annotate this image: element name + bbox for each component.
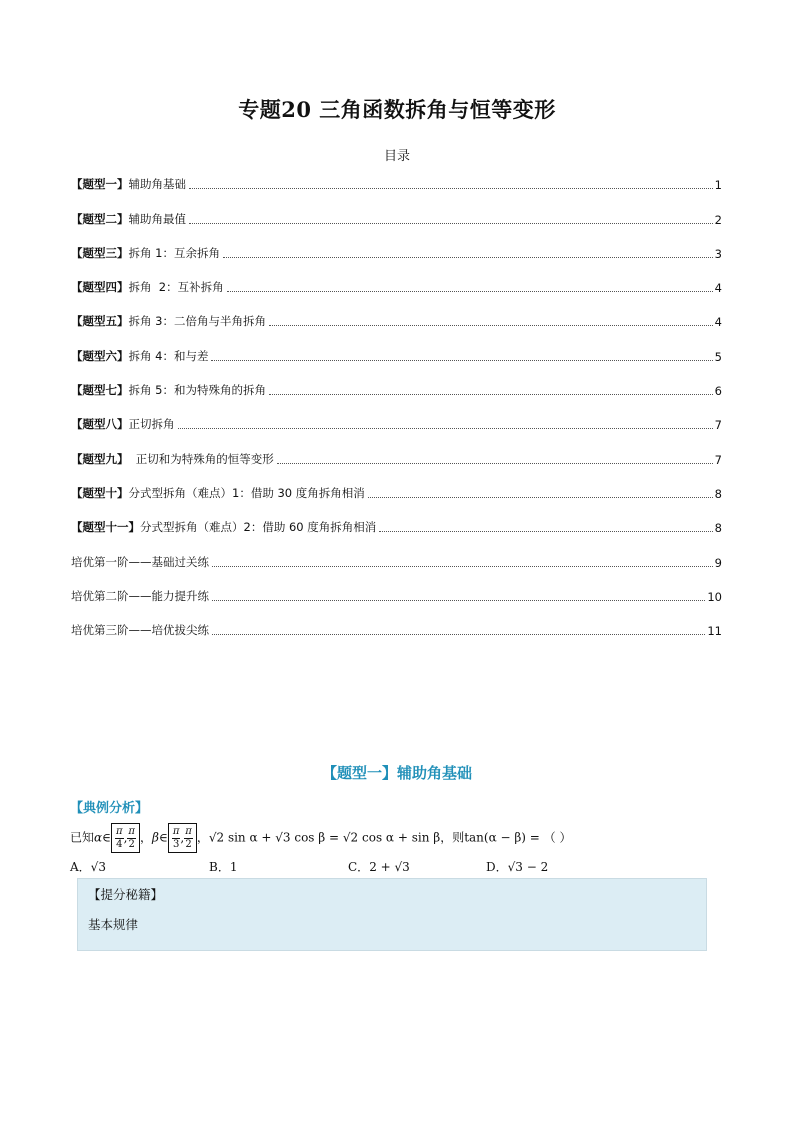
toc-leader-dots bbox=[211, 360, 712, 361]
toc-entry-text: 拆角 4：和与差 bbox=[128, 348, 209, 363]
numerator: π bbox=[128, 826, 135, 837]
toc-leader-dots bbox=[212, 600, 705, 601]
toc-entry-text: 培优第三阶——培优拔尖练 bbox=[71, 623, 209, 638]
option-value: 2 + √3 bbox=[369, 860, 410, 874]
toc-page-number: 3 bbox=[714, 246, 722, 261]
interval-alpha: $\frac{\pi}{4}$ , $\frac{\pi}{2}$ bbox=[111, 823, 140, 853]
toc-leader-dots bbox=[227, 291, 713, 292]
in-symbol: ∈ bbox=[102, 830, 112, 845]
equation: √2 sin α + √3 cos β = √2 cos α + sin β bbox=[208, 830, 441, 845]
toc-page-number: 8 bbox=[714, 521, 722, 536]
toc-entry-tag: 【题型三】 bbox=[71, 245, 129, 260]
toc-page-number: 7 bbox=[714, 452, 722, 467]
toc-entry-tag: 【题型二】 bbox=[71, 211, 129, 226]
toc-entry[interactable] bbox=[71, 227, 722, 261]
toc-entry[interactable] bbox=[71, 364, 722, 398]
alpha-symbol: α bbox=[94, 830, 103, 845]
toc-page-number: 10 bbox=[707, 589, 722, 604]
denominator: 2 bbox=[185, 839, 192, 850]
toc-entry-label bbox=[71, 279, 224, 295]
toc-leader-dots bbox=[269, 325, 713, 326]
toc-entry-label bbox=[71, 211, 186, 227]
option-a[interactable] bbox=[70, 858, 106, 875]
tip-body: 基本规律 bbox=[88, 917, 139, 932]
toc-entry-label bbox=[71, 588, 209, 604]
tip-title: 【提分秘籍】 bbox=[88, 887, 164, 902]
option-label: D． bbox=[486, 860, 508, 874]
toc-entry[interactable] bbox=[71, 467, 722, 501]
option-value: 1 bbox=[229, 860, 238, 874]
toc-entry-text: 拆角 5：和为特殊角的拆角 bbox=[128, 383, 266, 398]
toc-entry-label bbox=[71, 554, 209, 570]
toc-entry-label bbox=[71, 451, 274, 467]
toc-entry[interactable] bbox=[71, 261, 722, 295]
toc-entry-label bbox=[71, 622, 209, 638]
toc-entry-text: 辅助角基础 bbox=[128, 177, 186, 192]
fraction bbox=[127, 826, 136, 851]
numerator: π bbox=[116, 826, 123, 837]
toc-entry-label bbox=[71, 382, 266, 398]
denominator: 3 bbox=[172, 839, 180, 850]
toc-entry-text: 分式型拆角（难点）2：借助 60 度角拆角相消 bbox=[140, 520, 377, 535]
option-value: √3 − 2 bbox=[507, 860, 549, 874]
toc-entry-text: 拆角 2：互补拆角 bbox=[128, 280, 224, 295]
option-c[interactable] bbox=[348, 858, 410, 875]
toc-entry[interactable] bbox=[71, 535, 722, 569]
comma: ， bbox=[196, 830, 209, 845]
section-heading: 【题型一】辅助角基础 bbox=[321, 764, 472, 782]
toc-entry-text: 拆角 1：互余拆角 bbox=[128, 245, 220, 260]
toc-entry-label bbox=[71, 519, 376, 535]
toc-entry-text: 正切拆角 bbox=[128, 417, 175, 432]
toc-entry-label bbox=[71, 313, 266, 329]
question-ask: ，则tan(α − β) = （ ） bbox=[440, 830, 572, 845]
toc-entry-text: 培优第二阶——能力提升练 bbox=[71, 588, 209, 603]
fraction bbox=[172, 826, 181, 851]
numerator: π bbox=[172, 826, 180, 837]
toc-entry[interactable] bbox=[71, 295, 722, 329]
toc-leader-dots bbox=[223, 257, 713, 258]
toc-leader-dots bbox=[212, 634, 705, 635]
toc-entry-text: 拆角 3：二倍角与半角拆角 bbox=[128, 314, 266, 329]
denominator: 2 bbox=[128, 839, 135, 850]
interval-beta: $\frac{\pi}{3}$ , $\frac{\pi}{2}$ bbox=[168, 823, 197, 853]
toc-entry-label bbox=[71, 176, 186, 192]
toc-entry[interactable] bbox=[71, 329, 722, 363]
option-label: C． bbox=[348, 860, 370, 874]
toc-entry-text: 正切和为特殊角的恒等变形 bbox=[128, 451, 274, 466]
toc-entry-tag: 【题型一】 bbox=[71, 177, 129, 192]
table-of-contents bbox=[71, 158, 722, 638]
toc-entry-tag: 【题型五】 bbox=[71, 314, 129, 329]
toc-page-number: 4 bbox=[714, 315, 722, 330]
beta-symbol: β bbox=[152, 830, 159, 845]
toc-entry-tag: 【题型四】 bbox=[71, 280, 129, 295]
fraction bbox=[115, 826, 124, 851]
toc-leader-dots bbox=[189, 223, 713, 224]
comma: ， bbox=[140, 830, 153, 845]
toc-leader-dots bbox=[379, 531, 712, 532]
toc-page-number: 1 bbox=[714, 178, 722, 193]
toc-page-number: 11 bbox=[707, 624, 722, 639]
toc-entry-text: 培优第一阶——基础过关练 bbox=[71, 554, 209, 569]
option-label: A． bbox=[70, 860, 91, 874]
fraction bbox=[184, 826, 193, 851]
option-value: √3 bbox=[90, 860, 106, 874]
toc-page-number: 8 bbox=[714, 486, 722, 501]
toc-entry-tag: 【题型十一】 bbox=[71, 520, 140, 535]
toc-page-number: 9 bbox=[714, 555, 722, 570]
toc-entry-label bbox=[71, 348, 208, 364]
toc-entry[interactable] bbox=[71, 604, 722, 638]
toc-heading: 目录 bbox=[383, 149, 410, 164]
toc-leader-dots bbox=[269, 394, 713, 395]
toc-page-number: 5 bbox=[714, 349, 722, 364]
toc-page-number: 2 bbox=[714, 212, 722, 227]
toc-entry[interactable] bbox=[71, 192, 722, 226]
toc-entry-label bbox=[71, 245, 220, 261]
toc-entry-label bbox=[71, 485, 365, 501]
option-b[interactable] bbox=[209, 858, 237, 875]
toc-leader-dots bbox=[277, 463, 713, 464]
toc-leader-dots bbox=[368, 497, 713, 498]
example-label: 【典例分析】 bbox=[70, 801, 149, 816]
toc-entry[interactable] bbox=[71, 398, 722, 432]
toc-leader-dots bbox=[212, 566, 713, 567]
question-text bbox=[70, 823, 730, 853]
toc-entry[interactable] bbox=[71, 501, 722, 535]
in-symbol: ∈ bbox=[158, 830, 168, 845]
toc-entry-tag: 【题型七】 bbox=[71, 383, 129, 398]
toc-entry[interactable] bbox=[71, 570, 722, 604]
toc-entry-text: 分式型拆角（难点）1：借助 30 度角拆角相消 bbox=[128, 485, 365, 500]
page-title: 专题20 三角函数拆角与恒等变形 bbox=[238, 97, 556, 122]
question-prefix: 已知 bbox=[70, 830, 95, 845]
toc-leader-dots bbox=[178, 428, 713, 429]
toc-entry-tag: 【题型六】 bbox=[71, 348, 129, 363]
toc-entry-tag: 【题型八】 bbox=[71, 417, 129, 432]
toc-entry[interactable] bbox=[71, 158, 722, 192]
toc-entry[interactable] bbox=[71, 432, 722, 466]
numerator: π bbox=[185, 826, 192, 837]
toc-entry-text: 辅助角最值 bbox=[128, 211, 186, 226]
toc-entry-label bbox=[71, 416, 175, 432]
denominator: 4 bbox=[116, 839, 123, 850]
toc-page-number: 4 bbox=[714, 281, 722, 296]
toc-entry-tag: 【题型十】 bbox=[71, 485, 129, 500]
option-label: B． bbox=[209, 860, 230, 874]
toc-page-number: 7 bbox=[714, 418, 722, 433]
tip-box bbox=[77, 878, 707, 951]
toc-page-number: 6 bbox=[714, 384, 722, 399]
toc-leader-dots bbox=[189, 188, 713, 189]
option-d[interactable] bbox=[486, 858, 548, 875]
toc-entry-tag: 【题型九】 bbox=[71, 451, 129, 466]
